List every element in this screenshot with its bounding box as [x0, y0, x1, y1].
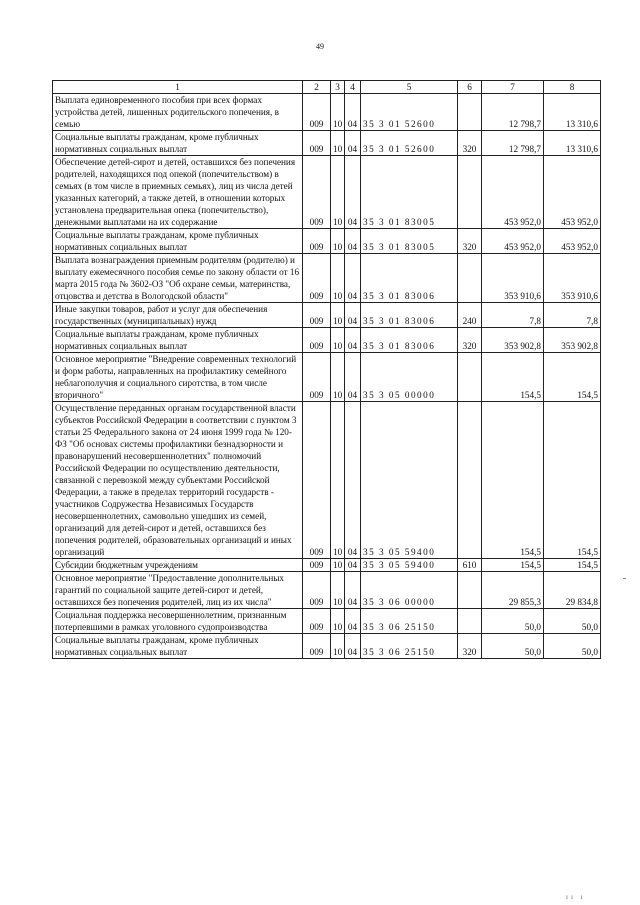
cell-amount-year1: 154,5: [482, 402, 544, 559]
table-row: [53, 131, 601, 156]
cell-subsection: 04: [345, 303, 361, 328]
cell-section: 10: [331, 229, 345, 254]
cell-subsection: 04: [345, 609, 361, 634]
cell-target-article: 35 3 01 52600: [361, 131, 458, 156]
cell-expense-type: [458, 572, 482, 609]
cell-section: 10: [331, 559, 345, 572]
header-cell: 4: [345, 81, 361, 94]
cell-subsection: 04: [345, 156, 361, 229]
cell-amount-year2: 13 310,6: [544, 131, 601, 156]
header-cell: 2: [303, 81, 331, 94]
table-row: [53, 254, 601, 303]
cell-target-article: 35 3 05 59400: [361, 559, 458, 572]
cell-ministry-code: 009: [303, 634, 331, 659]
cell-expense-type: 320: [458, 328, 482, 353]
cell-amount-year2: 154,5: [544, 353, 601, 402]
budget-table: [52, 80, 601, 659]
cell-amount-year2: 154,5: [544, 402, 601, 559]
cell-section: 10: [331, 303, 345, 328]
cell-subsection: 04: [345, 229, 361, 254]
scan-artifact: [623, 578, 626, 579]
cell-section: 10: [331, 94, 345, 131]
header-cell: 8: [544, 81, 601, 94]
cell-subsection: 04: [345, 559, 361, 572]
cell-subsection: 04: [345, 254, 361, 303]
cell-amount-year2: 353 902,8: [544, 328, 601, 353]
cell-name: Социальные выплаты гражданам, кроме публичных нормативных социальных выплат: [53, 131, 303, 156]
header-cell: 6: [458, 81, 482, 94]
cell-ministry-code: 009: [303, 156, 331, 229]
table-row: [53, 94, 601, 131]
table-row: [53, 229, 601, 254]
cell-section: 10: [331, 572, 345, 609]
cell-expense-type: 320: [458, 634, 482, 659]
table-header-row: [53, 81, 601, 94]
cell-ministry-code: 009: [303, 254, 331, 303]
cell-name: Социальные выплаты гражданам, кроме публичных нормативных социальных выплат: [53, 634, 303, 659]
cell-target-article: 35 3 01 83005: [361, 156, 458, 229]
cell-amount-year1: 29 855,3: [482, 572, 544, 609]
table-row: [53, 156, 601, 229]
cell-ministry-code: 009: [303, 559, 331, 572]
cell-amount-year1: 353 902,8: [482, 328, 544, 353]
cell-ministry-code: 009: [303, 609, 331, 634]
header-cell: 3: [331, 81, 345, 94]
cell-subsection: 04: [345, 572, 361, 609]
cell-section: 10: [331, 328, 345, 353]
cell-target-article: 35 3 01 83005: [361, 229, 458, 254]
header-cell: 7: [482, 81, 544, 94]
cell-amount-year1: 7,8: [482, 303, 544, 328]
cell-target-article: 35 3 01 83006: [361, 303, 458, 328]
cell-amount-year2: 7,8: [544, 303, 601, 328]
cell-expense-type: [458, 254, 482, 303]
cell-ministry-code: 009: [303, 572, 331, 609]
cell-amount-year1: 353 910,6: [482, 254, 544, 303]
cell-amount-year2: 50,0: [544, 609, 601, 634]
cell-section: 10: [331, 353, 345, 402]
cell-amount-year1: 12 798,7: [482, 94, 544, 131]
cell-amount-year1: 12 798,7: [482, 131, 544, 156]
cell-section: 10: [331, 402, 345, 559]
cell-expense-type: [458, 94, 482, 131]
cell-ministry-code: 009: [303, 229, 331, 254]
table-row: [53, 609, 601, 634]
cell-section: 10: [331, 609, 345, 634]
scan-artifact-footer: ıı ı: [566, 893, 586, 901]
cell-ministry-code: 009: [303, 353, 331, 402]
cell-target-article: 35 3 01 83006: [361, 254, 458, 303]
cell-amount-year1: 453 952,0: [482, 156, 544, 229]
cell-name: Основное мероприятие "Предоставление дополнительных гарантий по социальной защите детей-сирот и детей, оставшихся без попечения родителей, лиц из их числа": [53, 572, 303, 609]
cell-amount-year2: 453 952,0: [544, 229, 601, 254]
cell-subsection: 04: [345, 328, 361, 353]
cell-name: Осуществление переданных органам государственной власти субъектов Российской Федерации в соответствии с пунктом 3 статьи 25 Федерального закона от 24 июня 1999 года № 120-ФЗ "Об основах системы профилактики безнадзорности и правонарушений несовершеннолетних" полномочий Российской Федерации по осуществлению деятельности, связанной с перевозкой между субъектами Российской Федерации, а также в пределах территорий государств - участников Содружества Независимых Государств несовершеннолетних, самовольно ушедших из семей, организаций для детей-сирот и детей, оставшихся без попечения родителей, образовательных организаций и иных организаций: [53, 402, 303, 559]
cell-expense-type: [458, 156, 482, 229]
cell-amount-year2: 353 910,6: [544, 254, 601, 303]
cell-amount-year2: 154,5: [544, 559, 601, 572]
cell-name: Обеспечение детей-сирот и детей, оставшихся без попечения родителей, находящихся под опекой (попечительством) в семьях (в том числе в приемных семьях), лиц из числа детей указанных категорий, а также детей, в отношении которых установлена предварительная опека (попечительство), денежными выплатами на их содержание: [53, 156, 303, 229]
cell-ministry-code: 009: [303, 402, 331, 559]
table-row: [53, 559, 601, 572]
page-number: 49: [316, 42, 324, 51]
header-cell: 1: [53, 81, 303, 94]
cell-subsection: 04: [345, 94, 361, 131]
cell-expense-type: 240: [458, 303, 482, 328]
table-row: [53, 402, 601, 559]
cell-expense-type: 320: [458, 131, 482, 156]
cell-ministry-code: 009: [303, 131, 331, 156]
table-row: [53, 303, 601, 328]
cell-expense-type: 610: [458, 559, 482, 572]
cell-ministry-code: 009: [303, 328, 331, 353]
cell-ministry-code: 009: [303, 303, 331, 328]
header-cell: 5: [361, 81, 458, 94]
cell-amount-year2: 453 952,0: [544, 156, 601, 229]
cell-subsection: 04: [345, 634, 361, 659]
cell-expense-type: [458, 402, 482, 559]
cell-amount-year1: 154,5: [482, 559, 544, 572]
cell-subsection: 04: [345, 353, 361, 402]
cell-target-article: 35 3 05 59400: [361, 402, 458, 559]
cell-target-article: 35 3 05 00000: [361, 353, 458, 402]
cell-amount-year2: 50,0: [544, 634, 601, 659]
cell-name: Основное мероприятие "Внедрение современных технологий и форм работы, направленных на профилактику семейного неблагополучия и социального сиротства, в том числе вторичного": [53, 353, 303, 402]
cell-target-article: 35 3 06 00000: [361, 572, 458, 609]
cell-amount-year2: 13 310,6: [544, 94, 601, 131]
cell-name: Социальные выплаты гражданам, кроме публичных нормативных социальных выплат: [53, 328, 303, 353]
cell-name: Субсидии бюджетным учреждениям: [53, 559, 303, 572]
cell-amount-year1: 154,5: [482, 353, 544, 402]
table-row: [53, 328, 601, 353]
cell-amount-year1: 50,0: [482, 634, 544, 659]
cell-section: 10: [331, 634, 345, 659]
cell-expense-type: [458, 353, 482, 402]
cell-name: Выплата единовременного пособия при всех формах устройства детей, лишенных родительского попечения, в семью: [53, 94, 303, 131]
cell-target-article: 35 3 06 25150: [361, 634, 458, 659]
cell-ministry-code: 009: [303, 94, 331, 131]
cell-section: 10: [331, 254, 345, 303]
cell-section: 10: [331, 131, 345, 156]
cell-target-article: 35 3 01 83006: [361, 328, 458, 353]
cell-name: Социальная поддержка несовершеннолетним, признанным потерпевшими в рамках уголовного судопроизводства: [53, 609, 303, 634]
cell-name: Иные закупки товаров, работ и услуг для обеспечения государственных (муниципальных) нужд: [53, 303, 303, 328]
cell-name: Социальные выплаты гражданам, кроме публичных нормативных социальных выплат: [53, 229, 303, 254]
table-row: [53, 572, 601, 609]
cell-amount-year2: 29 834,8: [544, 572, 601, 609]
cell-amount-year1: 453 952,0: [482, 229, 544, 254]
cell-expense-type: [458, 609, 482, 634]
cell-section: 10: [331, 156, 345, 229]
cell-name: Выплата вознаграждения приемным родителям (родителю) и выплату ежемесячного пособия семье по закону области от 16 марта 2015 года № 3602-ОЗ "Об охране семьи, материнства, отцовства и детства в Вологодской области": [53, 254, 303, 303]
cell-expense-type: 320: [458, 229, 482, 254]
cell-subsection: 04: [345, 131, 361, 156]
table-row: [53, 353, 601, 402]
table-row: [53, 634, 601, 659]
cell-target-article: 35 3 06 25150: [361, 609, 458, 634]
cell-subsection: 04: [345, 402, 361, 559]
cell-amount-year1: 50,0: [482, 609, 544, 634]
cell-target-article: 35 3 01 52600: [361, 94, 458, 131]
